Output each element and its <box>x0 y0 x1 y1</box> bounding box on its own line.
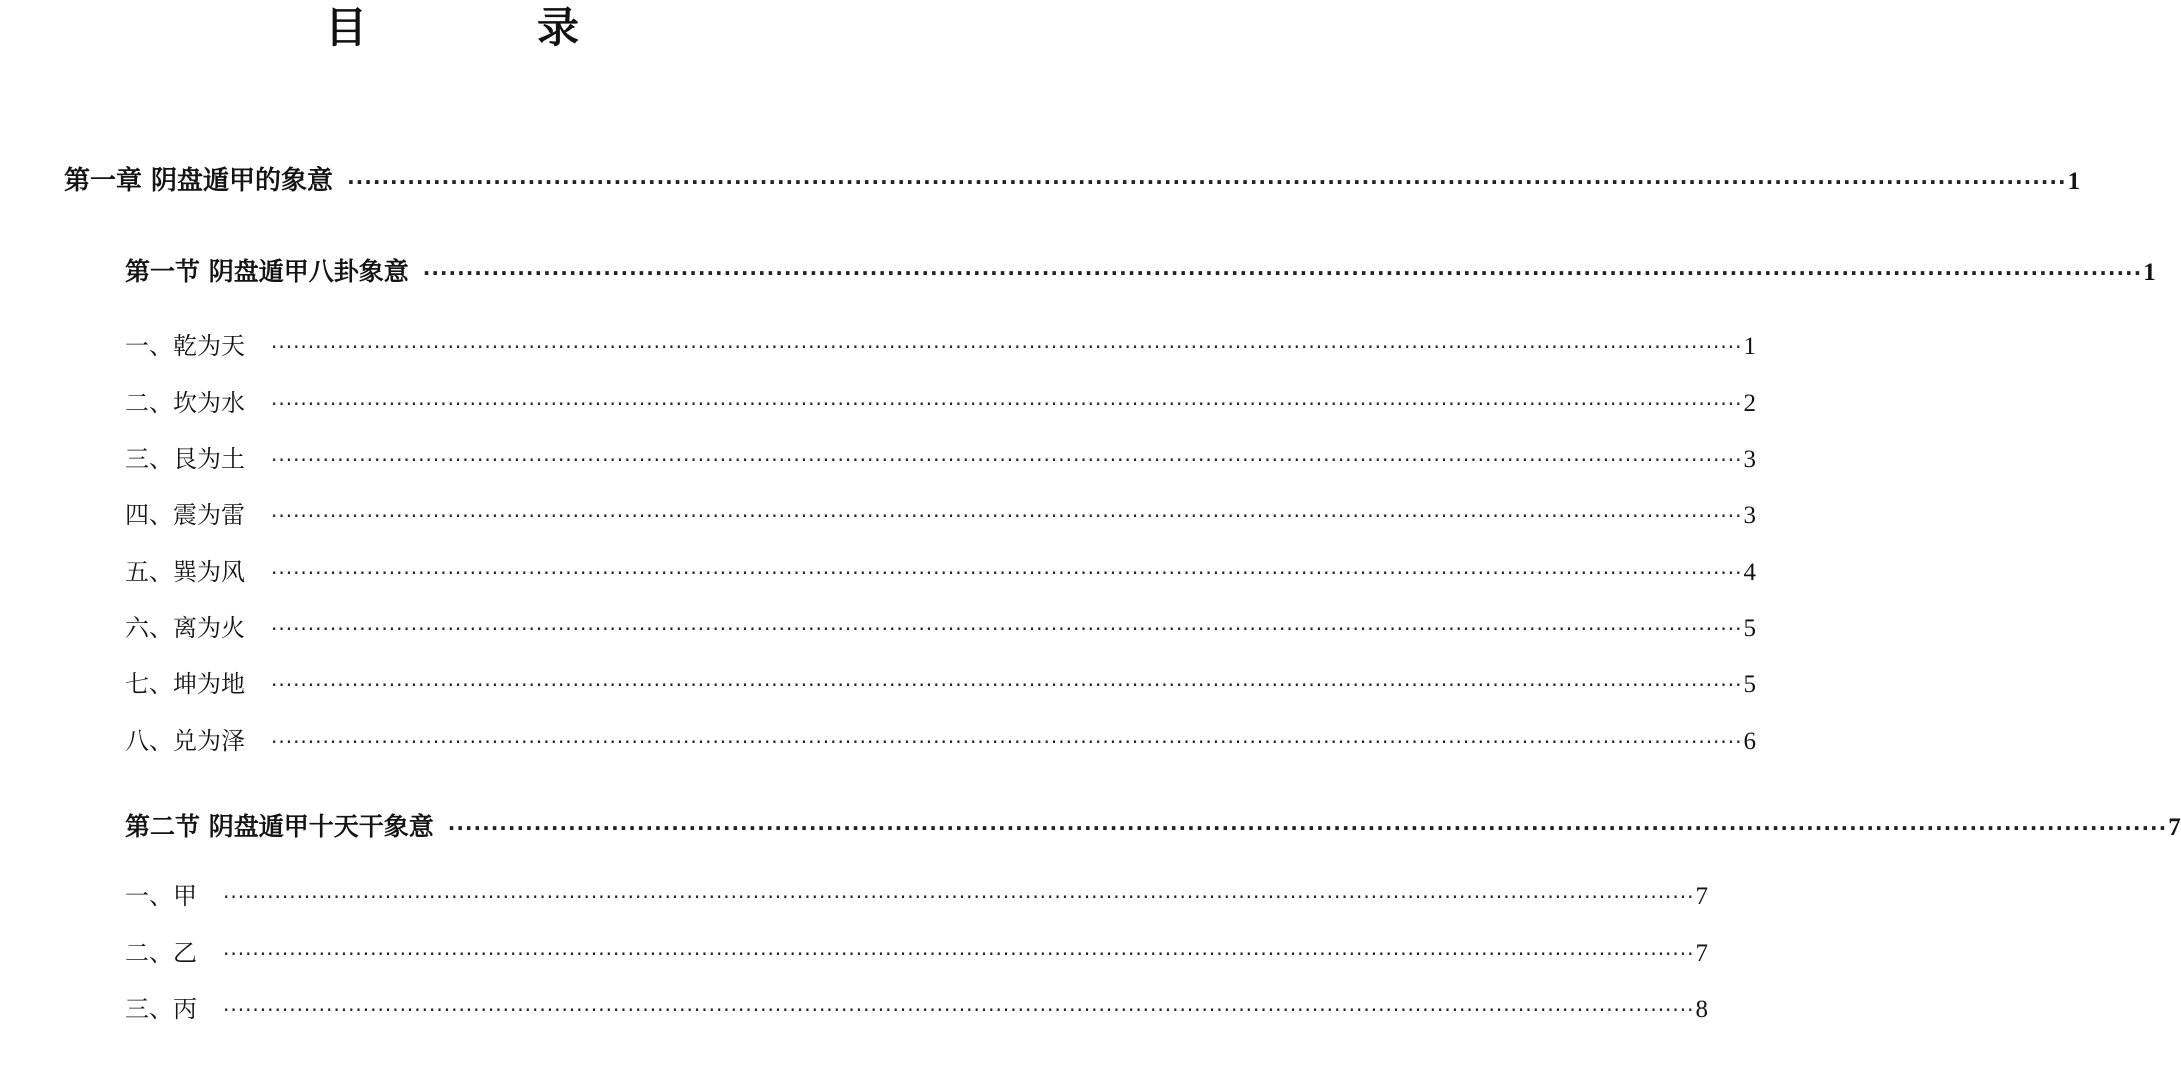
toc-entry-page-number: 1 <box>2143 259 2156 286</box>
toc-entry-page-number: 7 <box>1695 883 1708 910</box>
toc-entry-item <box>125 326 1756 361</box>
toc-entry-label: 二、乙 <box>125 939 197 967</box>
dot-leader: ········································································································································································································ <box>271 730 1743 754</box>
dot-leader: ········································································································································································································ <box>223 885 1695 909</box>
toc-entry-label: 三、丙 <box>125 995 197 1023</box>
toc-entry-label: 七、坤为地 <box>125 670 245 698</box>
dot-leader: ········································································································································································································ <box>271 504 1743 528</box>
toc-entry-item <box>125 552 1756 587</box>
toc-entry-page-number: 8 <box>1695 996 1708 1023</box>
toc-entry-item <box>125 664 1756 699</box>
toc-entry-label: 二、坎为水 <box>125 389 245 417</box>
toc-entry-section-2 <box>125 807 2181 843</box>
toc-entry-label: 五、巽为风 <box>125 558 245 586</box>
toc-entry-label: 四、震为雷 <box>125 501 245 529</box>
toc-entry-item <box>125 876 1708 911</box>
dot-leader: ········································································································································································································ <box>271 335 1743 359</box>
dot-leader: ········································································································································································································ <box>271 617 1743 641</box>
dot-leader: ········································································································································································································ <box>223 998 1695 1022</box>
toc-entry-page-number: 1 <box>1743 333 1756 360</box>
toc-entry-item <box>125 439 1756 474</box>
toc-entry-page-number: 4 <box>1743 559 1756 586</box>
toc-entry-label: 第二节 阴盘遁甲十天干象意 <box>125 812 434 841</box>
dot-leader: ········································································································································································································ <box>271 392 1743 416</box>
page-title: 目 录 <box>324 3 643 52</box>
toc-entry-label: 六、离为火 <box>125 614 245 642</box>
toc-entry-item <box>125 495 1756 530</box>
dot-leader: ········································································································································································································ <box>447 816 2168 840</box>
toc-entry-section-1 <box>125 252 2156 288</box>
toc-entry-label: 第一章 阴盘遁甲的象意 <box>64 166 334 196</box>
toc-entry-label: 一、甲 <box>125 882 197 910</box>
toc-entry-label: 一、乾为天 <box>125 332 245 360</box>
toc-entry-page-number: 7 <box>1695 940 1708 967</box>
toc-entry-item <box>125 383 1756 418</box>
toc-entry-page-number: 5 <box>1743 615 1756 642</box>
toc-entry-label: 三、艮为土 <box>125 445 245 473</box>
dot-leader: ········································································································································································································ <box>271 561 1743 585</box>
toc-entry-page-number: 6 <box>1743 728 1756 755</box>
toc-entry-item <box>125 721 1756 756</box>
toc-entry-label: 八、兑为泽 <box>125 727 245 755</box>
toc-entry-chapter-1 <box>64 160 2081 197</box>
toc-entry-page-number: 1 <box>2067 168 2081 195</box>
dot-leader: ········································································································································································································ <box>223 942 1695 966</box>
toc-entry-page-number: 3 <box>1743 446 1756 473</box>
dot-leader: ········································································································································································································ <box>422 261 2143 285</box>
toc-entry-item <box>125 933 1708 968</box>
toc-entry-page-number: 3 <box>1743 502 1756 529</box>
toc-entry-page-number: 7 <box>2168 814 2181 841</box>
dot-leader: ········································································································································································································ <box>271 673 1743 697</box>
toc-entry-page-number: 2 <box>1743 390 1756 417</box>
toc-entry-item <box>125 608 1756 643</box>
toc-entry-page-number: 5 <box>1743 671 1756 698</box>
toc-entry-label: 第一节 阴盘遁甲八卦象意 <box>125 257 409 286</box>
toc-entry-item <box>125 989 1708 1024</box>
dot-leader: ········································································································································································································ <box>347 170 2067 194</box>
dot-leader: ········································································································································································································ <box>271 448 1743 472</box>
